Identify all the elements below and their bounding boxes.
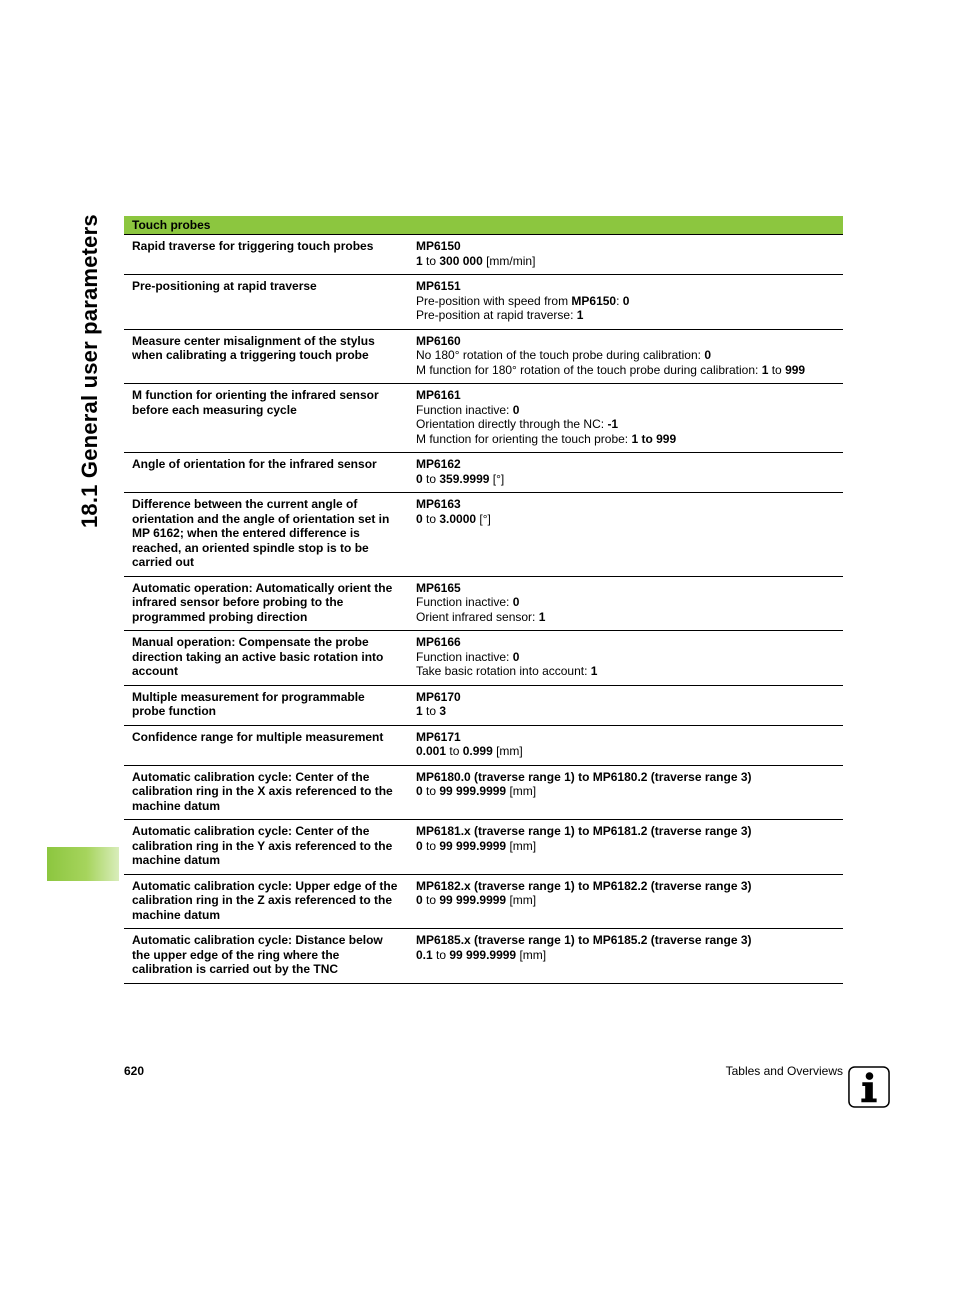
value-line (416, 704, 835, 719)
parameter-description: Rapid traverse for triggering touch probes (124, 235, 408, 275)
machine-parameter-id: MP6161 (416, 388, 461, 402)
value-line (416, 432, 835, 447)
value-text: Pre-position at rapid traverse: (416, 308, 577, 322)
value-text: Orientation directly through the NC: (416, 417, 608, 431)
value-text: to (446, 744, 463, 758)
value-text: [mm] (516, 947, 547, 962)
value-text: No 180° rotation of the touch probe during calibration: (416, 348, 705, 362)
value-line (416, 363, 835, 378)
value-number: 3 (439, 704, 447, 718)
value-number: -1 (607, 417, 619, 431)
value-text: to (422, 253, 440, 268)
parameter-description: Multiple measurement for programmable probe function (124, 685, 408, 725)
value-number: 0 (416, 838, 423, 853)
value-line (416, 472, 835, 487)
value-text: to (432, 947, 450, 962)
value-line (416, 254, 835, 269)
table-row (124, 453, 843, 493)
value-line (416, 512, 835, 527)
table-row (124, 493, 843, 577)
value-number: 0 (416, 511, 423, 526)
value-line (416, 650, 835, 665)
parameter-values (408, 329, 843, 384)
table-row (124, 765, 843, 820)
value-number: 99 999.9999 (439, 784, 507, 798)
parameter-values (408, 765, 843, 820)
parameter-description: Measure center misalignment of the stylus when calibrating a triggering touch probe (124, 329, 408, 384)
value-line (416, 744, 835, 759)
value-text: Take basic rotation into account: (416, 664, 591, 678)
parameter-description: Automatic calibration cycle: Distance below the upper edge of the ring where the calibration is carried out by the TNC (124, 929, 408, 984)
machine-parameter-id: MP6165 (416, 580, 461, 595)
value-line (416, 294, 835, 309)
parameter-values (408, 275, 843, 330)
value-text: Orient infrared sensor: (416, 609, 539, 624)
machine-parameter-id: MP6185.x (traverse range 1) to MP6185.2 (traverse range 3) (416, 933, 752, 947)
table-header: Touch probes (124, 216, 843, 235)
parameter-values (408, 820, 843, 875)
table-row (124, 576, 843, 631)
info-icon (848, 1066, 890, 1108)
value-line (416, 417, 835, 432)
table-row (124, 685, 843, 725)
value-number: 0 (416, 784, 423, 798)
value-line (416, 784, 835, 799)
value-line (416, 610, 835, 625)
value-text: [mm] (506, 838, 537, 853)
value-text: Function inactive: (416, 402, 513, 417)
value-line (416, 664, 835, 679)
value-text: Function inactive: (416, 649, 513, 664)
chapter-tab-marker (47, 847, 119, 881)
table-row (124, 820, 843, 875)
value-text: to (768, 362, 786, 377)
value-text: to (422, 893, 440, 907)
table-row (124, 329, 843, 384)
parameter-values (408, 384, 843, 453)
parameter-values (408, 576, 843, 631)
value-text: to (422, 784, 440, 798)
parameter-description: Automatic calibration cycle: Center of the calibration ring in the Y axis referenced to the machine datum (124, 820, 408, 875)
machine-parameter-id: MP6151 (416, 279, 461, 293)
value-text: M function for orienting the touch probe: (416, 431, 632, 446)
machine-parameter-id: MP6166 (416, 635, 461, 649)
parameter-values (408, 725, 843, 765)
value-number: 0 (512, 595, 520, 609)
machine-parameter-id: MP6162 (416, 457, 461, 471)
value-line (416, 839, 835, 854)
value-number: 3.0000 (439, 511, 477, 526)
parameter-description: Automatic operation: Automatically orient the infrared sensor before probing to the programmed probing direction (124, 576, 408, 631)
chapter-side-title: 18.1 General user parameters (77, 214, 102, 528)
parameter-values (408, 493, 843, 577)
value-text: : (616, 293, 623, 308)
parameter-description: Automatic calibration cycle: Center of the calibration ring in the X axis referenced to the machine datum (124, 765, 408, 820)
value-text: to (422, 471, 440, 486)
value-number: 0.1 (416, 947, 433, 962)
value-number: 1 (416, 253, 423, 268)
value-number: 1 (538, 609, 546, 624)
value-line (416, 595, 835, 610)
value-number: 99 999.9999 (449, 947, 517, 962)
value-number: 99 999.9999 (439, 838, 507, 853)
parameter-values (408, 685, 843, 725)
machine-parameter-id: MP6171 (416, 729, 461, 744)
value-number: 1 (416, 704, 423, 718)
value-line (416, 948, 835, 963)
value-number: 300 000 (439, 253, 483, 268)
table-row (124, 929, 843, 984)
table-row (124, 874, 843, 929)
value-text: [°] (476, 511, 491, 526)
machine-parameter-id: MP6181.x (traverse range 1) to MP6181.2 (traverse range 3) (416, 824, 752, 838)
table-row (124, 235, 843, 275)
value-number: 0 (704, 348, 712, 362)
value-line (416, 348, 835, 363)
value-text: [mm/min] (482, 253, 536, 268)
section-name: Tables and Overviews (725, 1064, 843, 1078)
value-text: [mm] (506, 893, 537, 907)
value-line (416, 308, 835, 323)
table-header-row (124, 216, 843, 235)
parameter-description: Angle of orientation for the infrared sensor (124, 453, 408, 493)
value-line (416, 403, 835, 418)
value-number: 0.999 (462, 744, 493, 758)
machine-parameter-id: MP6160 (416, 333, 461, 348)
parameter-values (408, 929, 843, 984)
parameter-values (408, 453, 843, 493)
value-number: 1 (576, 308, 584, 322)
value-text: to (422, 704, 440, 718)
value-number: 0 (512, 402, 520, 417)
machine-parameter-id: MP6170 (416, 689, 461, 704)
parameter-description: Manual operation: Compensate the probe direction taking an active basic rotation into account (124, 631, 408, 686)
table-row (124, 384, 843, 453)
value-text: to (422, 511, 440, 526)
value-text: [°] (489, 471, 505, 486)
value-number: 99 999.9999 (439, 893, 507, 907)
value-text: Pre-position with speed from (416, 293, 572, 308)
machine-parameter-id: MP6163 (416, 497, 461, 511)
value-number: 999 (785, 362, 806, 377)
table-row (124, 725, 843, 765)
value-number: MP6150 (571, 293, 617, 308)
value-number: 0 (622, 293, 630, 308)
value-number: 1 (590, 664, 598, 678)
value-number: 359.9999 (439, 471, 490, 486)
parameter-description: Confidence range for multiple measurement (124, 725, 408, 765)
value-number: 0 (416, 471, 423, 486)
parameter-values (408, 235, 843, 275)
table-row (124, 275, 843, 330)
value-text: to (422, 838, 440, 853)
value-number: 1 to 999 (631, 431, 677, 446)
touch-probe-parameters-table (124, 216, 843, 984)
value-text: [mm] (492, 744, 523, 758)
parameter-description: Automatic calibration cycle: Upper edge of the calibration ring in the Z axis referenced to the machine datum (124, 874, 408, 929)
table-row (124, 631, 843, 686)
value-text: M function for 180° rotation of the touch probe during calibration: (416, 362, 762, 377)
parameter-values (408, 874, 843, 929)
machine-parameter-id: MP6180.0 (traverse range 1) to MP6180.2 (traverse range 3) (416, 769, 752, 784)
value-text: [mm] (506, 784, 537, 798)
machine-parameter-id: MP6150 (416, 239, 461, 253)
parameter-values (408, 631, 843, 686)
machine-parameter-id: MP6182.x (traverse range 1) to MP6182.2 (traverse range 3) (416, 878, 752, 893)
parameter-description: M function for orienting the infrared sensor before each measuring cycle (124, 384, 408, 453)
value-number: 0.001 (416, 744, 447, 758)
value-number: 0 (512, 649, 520, 664)
value-number: 0 (416, 893, 423, 907)
value-number: 1 (761, 362, 769, 377)
value-text: Function inactive: (416, 595, 513, 609)
parameter-description: Difference between the current angle of orientation and the angle of orientation set in MP 6162; when the entered difference is reached, an oriented spindle stop is to be carried out (124, 493, 408, 577)
value-line (416, 893, 835, 908)
parameter-description: Pre-positioning at rapid traverse (124, 275, 408, 330)
page-number: 620 (124, 1064, 145, 1078)
